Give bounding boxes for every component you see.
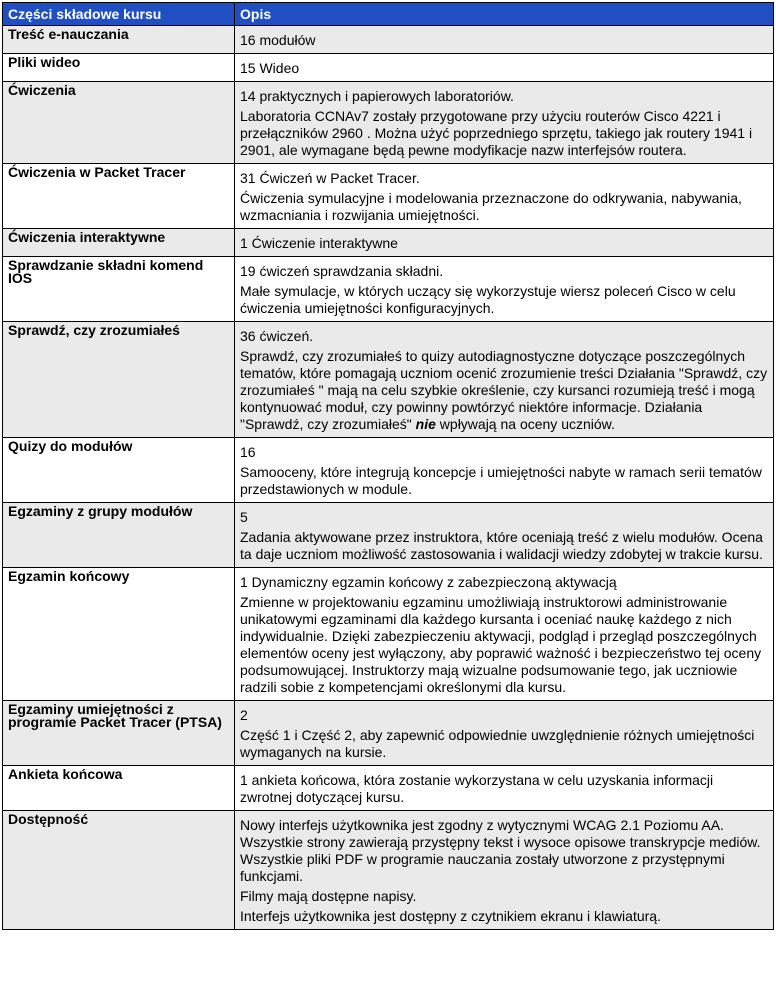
description-paragraph: Małe symulacje, w których uczący się wykorzystuje wiersz poleceń Cisco w celu ćwiczenia umiejętności konfiguracyjnych. [240,283,736,316]
table-row [3,811,774,930]
description-paragraph: 16 [240,444,256,460]
table-row [3,26,774,54]
table-row [3,164,774,229]
emphasis-negation: nie [415,416,436,432]
description-paragraph: Zmienne w projektowaniu egzaminu umożliwiają instruktorowi administrowanie unikatowymi egzaminami dla każdego kursanta i oceniać naukę każdego z nich indywidualnie. Dzięki zabezpieczeniu aktywacji, podgląd i przegląd poszczególnych elementów oceny jest wyłączony, aby poprawić ważność i bezpieczeństwo tej oceny podsumowującej. Instruktorzy mają wizualne podsumowanie tego, jak uczniowie radzili sobie z kompetencjami określonymi dla kursu. [240,594,762,695]
description-paragraph: 5 [240,509,248,525]
row-description [235,701,774,766]
row-label: Dostępność [3,811,235,930]
row-label: Quizy do modułów [3,438,235,503]
row-description [235,229,774,257]
row-description [235,54,774,82]
row-description [235,82,774,164]
row-label: Ankieta końcowa [3,766,235,811]
description-paragraph: 1 ankieta końcowa, która zostanie wykorzystana w celu uzyskania informacji zwrotnej dotyczącej kursu. [240,772,714,805]
description-text-tail: wpływają na oceny uczniów. [435,416,615,432]
row-description [235,322,774,438]
description-paragraph: Filmy mają dostępne napisy. [240,888,417,904]
description-paragraph: 2 [240,707,248,723]
header-description: Opis [235,3,774,26]
description-paragraph: 14 praktycznych i papierowych laboratoriów. [240,88,514,104]
row-description [235,568,774,701]
row-label: Sprawdź, czy zrozumiałeś [3,322,235,438]
row-label: Ćwiczenia [3,82,235,164]
row-description [235,438,774,503]
description-paragraph [240,348,768,433]
description-paragraph: 16 modułów [240,32,316,48]
row-description [235,766,774,811]
row-label: Egzaminy umiejętności z programie Packet Tracer (PTSA) [3,701,235,766]
description-paragraph: 1 Ćwiczenie interaktywne [240,235,398,251]
table-row [3,54,774,82]
description-text: Sprawdź, czy zrozumiałeś to quizy autodiagnostyczne dotyczące poszczególnych tematów, które pomagają uczniom ocenić zrozumienie treści Działania "Sprawdź, czy zrozumiałeś " mają na celu szybkie określenie, czy kursanci rozumieją treść i mogą kontynuować moduł, czy powinny powtórzyć niektóre informacje. Działania "Sprawdź, czy zrozumiałeś" [240,348,768,432]
row-label: Egzaminy z grupy modułów [3,503,235,568]
row-description [235,26,774,54]
header-components: Części składowe kursu [3,3,235,26]
row-description [235,811,774,930]
description-paragraph: 19 ćwiczeń sprawdzania składni. [240,263,444,279]
description-paragraph: Ćwiczenia symulacyjne i modelowania przeznaczone do odkrywania, nabywania, wzmacniania i rozwijania umiejętności. [240,190,742,223]
row-label: Ćwiczenia w Packet Tracer [3,164,235,229]
table-row [3,568,774,701]
description-paragraph: Laboratoria CCNAv7 zostały przygotowane przy użyciu routerów Cisco 4221 i przełączników 2960 . Można użyć poprzedniego sprzętu, takiego jak routery 1941 i 2901, ale wymagane będą pewne modyfikacje nazw interfejsów routera. [240,108,753,158]
table-row [3,438,774,503]
row-label: Ćwiczenia interaktywne [3,229,235,257]
table-row [3,257,774,322]
description-paragraph: Zadania aktywowane przez instruktora, które oceniają treść z wielu modułów. Ocena ta daje uczniom możliwość zastosowania i walidacji wiedzy zdobytej w trakcie kursu. [240,529,763,562]
table-row [3,766,774,811]
description-paragraph: Samooceny, które integrują koncepcje i umiejętności nabyte w ramach serii tematów przedstawionych w module. [240,464,762,497]
description-paragraph: 36 ćwiczeń. [240,328,314,344]
row-description [235,503,774,568]
description-paragraph: 1 Dynamiczny egzamin końcowy z zabezpieczoną aktywacją [240,574,617,590]
row-description [235,257,774,322]
description-paragraph: 15 Wideo [240,60,300,76]
description-paragraph: Nowy interfejs użytkownika jest zgodny z wytycznymi WCAG 2.1 Poziomu AA. Wszystkie strony zawierają przystępny tekst i wysoce opisowe transkrypcje mediów. Wszystkie pliki PDF w programie nauczania zostały utworzone z przystępnymi funkcjami. [240,817,761,884]
row-label: Egzamin końcowy [3,568,235,701]
table-row [3,503,774,568]
row-description [235,164,774,229]
row-label: Sprawdzanie składni komend IOS [3,257,235,322]
table-row [3,322,774,438]
row-label: Pliki wideo [3,54,235,82]
course-components-table [2,2,774,930]
table-row [3,82,774,164]
description-paragraph: Część 1 i Część 2, aby zapewnić odpowiednie uwzględnienie różnych umiejętności wymaganych na kursie. [240,727,755,760]
description-paragraph: 31 Ćwiczeń w Packet Tracer. [240,170,420,186]
table-row [3,701,774,766]
table-row [3,229,774,257]
row-label: Treść e-nauczania [3,26,235,54]
table-header-row [3,3,774,26]
description-paragraph: Interfejs użytkownika jest dostępny z czytnikiem ekranu i klawiaturą. [240,908,661,924]
